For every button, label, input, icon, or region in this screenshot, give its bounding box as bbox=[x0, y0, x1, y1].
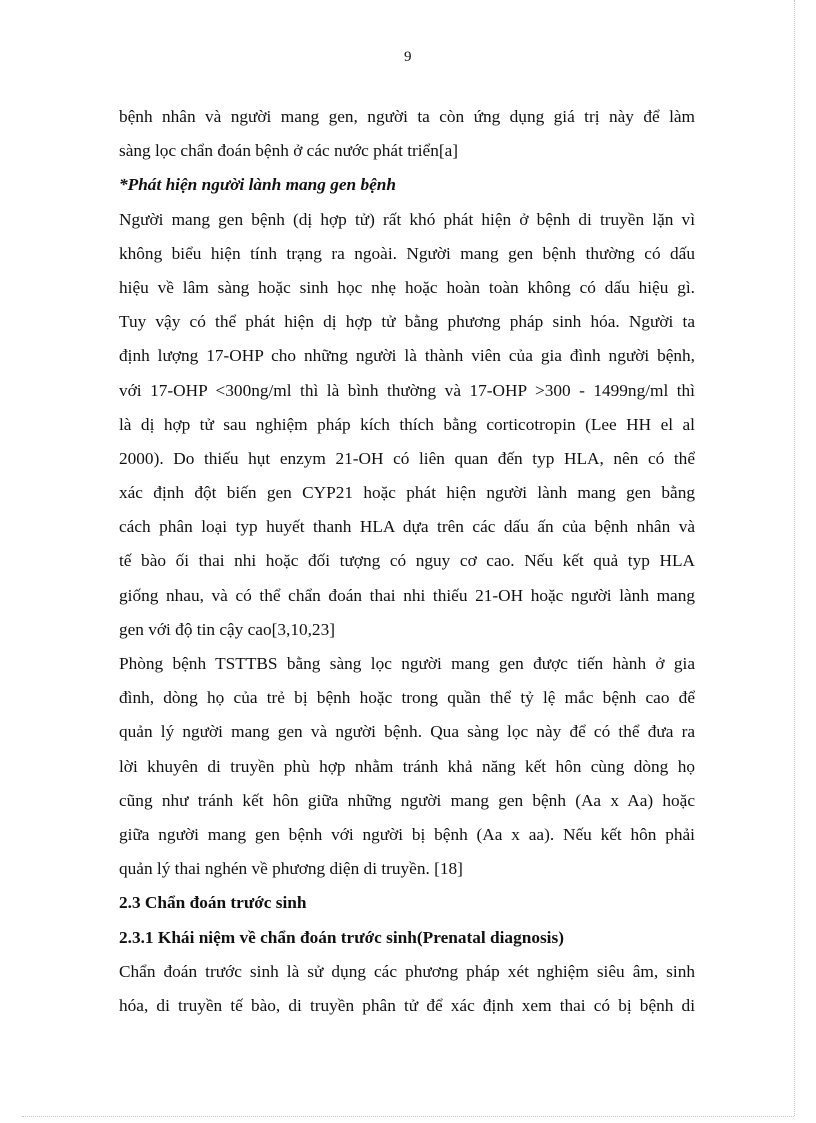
text-line: hóa, di truyền tế bào, di truyền phân tử để xác định xem thai có bị bệnh di bbox=[119, 995, 695, 1015]
text-line: Người mang gen bệnh (dị hợp tử) rất khó phát hiện ở bệnh di truyền lặn vì bbox=[119, 209, 695, 229]
text-line: cách phân loại typ huyết thanh HLA dựa trên các dấu ấn của bệnh nhân và bbox=[119, 517, 695, 537]
page-number: 9 bbox=[404, 49, 412, 65]
text-line: Tuy vậy có thể phát hiện dị hợp tử bằng phương pháp sinh hóa. Người ta bbox=[119, 312, 695, 332]
text-line: không biểu hiện tính trạng ra ngoài. Người mang gen bệnh thường có dấu bbox=[119, 243, 695, 263]
text-line: bệnh nhân và người mang gen, người ta còn ứng dụng giá trị này để làm bbox=[119, 107, 695, 126]
text-line: xác định đột biến gen CYP21 hoặc phát hiện người lành mang gen bằng bbox=[119, 483, 695, 503]
text-line: 2000). Do thiếu hụt enzym 21-OH có liên quan đến typ HLA, nên có thể bbox=[119, 448, 695, 468]
text-line: cũng như tránh kết hôn giữa những người mang gen bệnh (Aa x Aa) hoặc bbox=[119, 790, 695, 810]
text-line: quản lý thai nghén về phương diện di truyền. [18] bbox=[119, 859, 463, 879]
section-heading-prenatal-diagnosis: 2.3 Chẩn đoán trước sinh bbox=[119, 893, 307, 913]
text-line: quản lý người mang gen và người bệnh. Qua sàng lọc này để có thể đưa ra bbox=[119, 722, 695, 742]
text-line: Phòng bệnh TSTTBS bằng sàng lọc người mang gen được tiến hành ở gia bbox=[119, 654, 695, 673]
text-line: định lượng 17-OHP cho những người là thành viên của gia đình người bệnh, bbox=[119, 346, 695, 366]
text-line: lời khuyên di truyền phù hợp nhằm tránh khả năng kết hôn cùng dòng họ bbox=[119, 756, 695, 776]
text-line: gen với độ tin cậy cao[3,10,23] bbox=[119, 619, 335, 639]
text-line: hiệu về lâm sàng hoặc sinh học nhẹ hoặc hoàn toàn không có dấu hiệu gì. bbox=[119, 277, 695, 297]
text-line: Chẩn đoán trước sinh là sử dụng các phương pháp xét nghiệm siêu âm, sinh bbox=[119, 961, 695, 981]
text-line: với 17-OHP <300ng/ml thì là bình thường và 17-OHP >300 - 1499ng/ml thì bbox=[119, 380, 695, 400]
text-line: sàng lọc chẩn đoán bệnh ở các nước phát triển[a] bbox=[119, 141, 459, 161]
page-right-border bbox=[794, 0, 795, 1116]
page-bottom-border bbox=[22, 1116, 794, 1117]
document-body bbox=[119, 100, 695, 1023]
text-line: là dị hợp tử sau nghiệm pháp kích thích bằng corticotropin (Lee HH el al bbox=[119, 414, 695, 434]
text-line: giữa người mang gen bệnh với người bị bệnh (Aa x aa). Nếu kết hôn phải bbox=[119, 824, 695, 844]
section-heading-carrier-detection: *Phát hiện người lành mang gen bệnh bbox=[119, 175, 396, 195]
text-line: đình, dòng họ của trẻ bị bệnh hoặc trong quần thể tỷ lệ mắc bệnh cao để bbox=[119, 688, 695, 708]
text-line: giống nhau, và có thể chẩn đoán thai nhi thiếu 21-OH hoặc người lành mang bbox=[119, 585, 695, 605]
text-line: tế bào ối thai nhi hoặc đối tượng có nguy cơ cao. Nếu kết quả typ HLA bbox=[119, 551, 695, 571]
subsection-heading-prenatal-concept: 2.3.1 Khái niệm về chẩn đoán trước sinh(Prenatal diagnosis) bbox=[119, 927, 564, 947]
